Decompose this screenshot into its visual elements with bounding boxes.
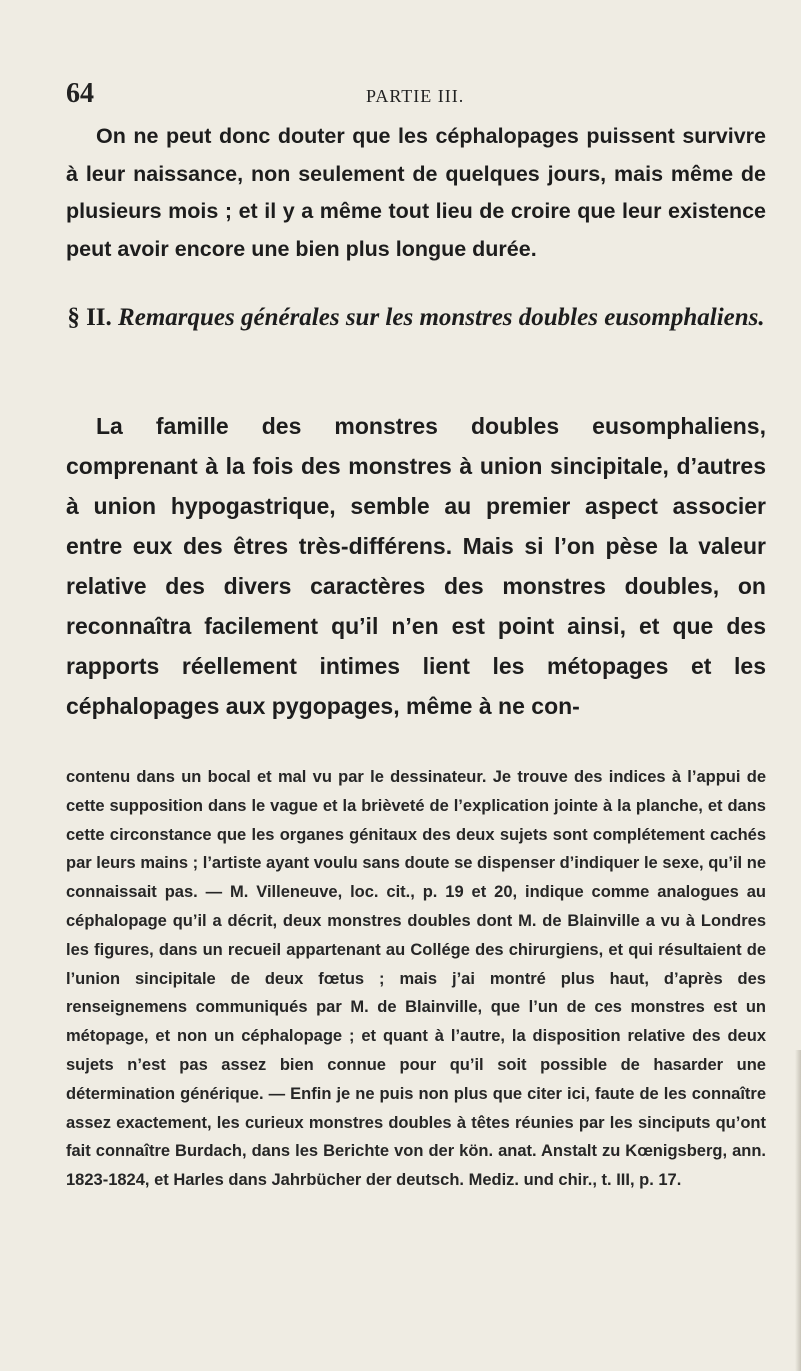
page-number: 64 xyxy=(66,78,94,109)
section-heading xyxy=(66,300,766,336)
paragraph-1: On ne peut donc douter que les céphalopages puissent survivre à leur naissance, non seulement de quelques jours, mais même de plusieurs mois ; et il y a même tout lieu de croire que leur existence peut avoir encore une bien plus longue durée. xyxy=(66,124,766,261)
section-title: Remarques générales sur les monstres doubles eusomphaliens. xyxy=(118,304,765,331)
footnote: contenu dans un bocal et mal vu par le dessinateur. Je trouve des indices à l’appui de cette supposition dans le vague et la brièveté de l’explication jointe à la planche, et dans cette circonstance que les organes génitaux des deux sujets sont complétement cachés par leurs mains ; l’artiste ayant voulu sans doute se dispenser d’indiquer le sexe, qu’il ne connaissait pas. — M. Villeneuve, loc. cit., p. 19 et 20, indique comme analogues au céphalopage qu’il a décrit, deux monstres doubles dont M. de Blainville a vu à Londres les figures, dans un recueil appartenant au Collége des chirurgiens, et qui résultaient de l’union sincipitale de deux fœtus ; mais j’ai montré plus haut, d’après des renseignemens communiqués par M. de Blainville, que l’un de ces monstres est un métopage, et non un céphalopage ; et quant à l’autre, la disposition relative des deux sujets n’est pas assez bien connue pour qu’il soit possible de hasarder une détermination générique. — Enfin je ne puis non plus que citer ici, faute de les connaître assez exactement, les curieux monstres doubles à têtes réunies par les sinciputs qu’ont fait connaître Burdach, dans les Berichte von der kön. anat. Anstalt zu Kœnigsberg, ann. 1823-1824, et Harles dans Jahrbücher der deutsch. Mediz. und chir., t. III, p. 17. xyxy=(66,768,766,1190)
page-header xyxy=(66,78,766,118)
running-head: PARTIE III. xyxy=(366,86,465,106)
section-label: § II. xyxy=(67,304,112,331)
paragraph-2: La famille des monstres doubles eusomphaliens, comprenant à la fois des monstres à union sincipitale, d’autres à union hypogastrique, semble au premier aspect associer entre eux des êtres très-différens. Mais si l’on pèse la valeur relative des divers caractères des monstres doubles, on reconnaîtra facilement qu’il n’en est point ainsi, et que des rapports réellement intimes lient les métopages et les céphalopages aux pygopages, même à ne con- xyxy=(66,413,766,719)
page-edge-shadow xyxy=(795,1050,801,1371)
